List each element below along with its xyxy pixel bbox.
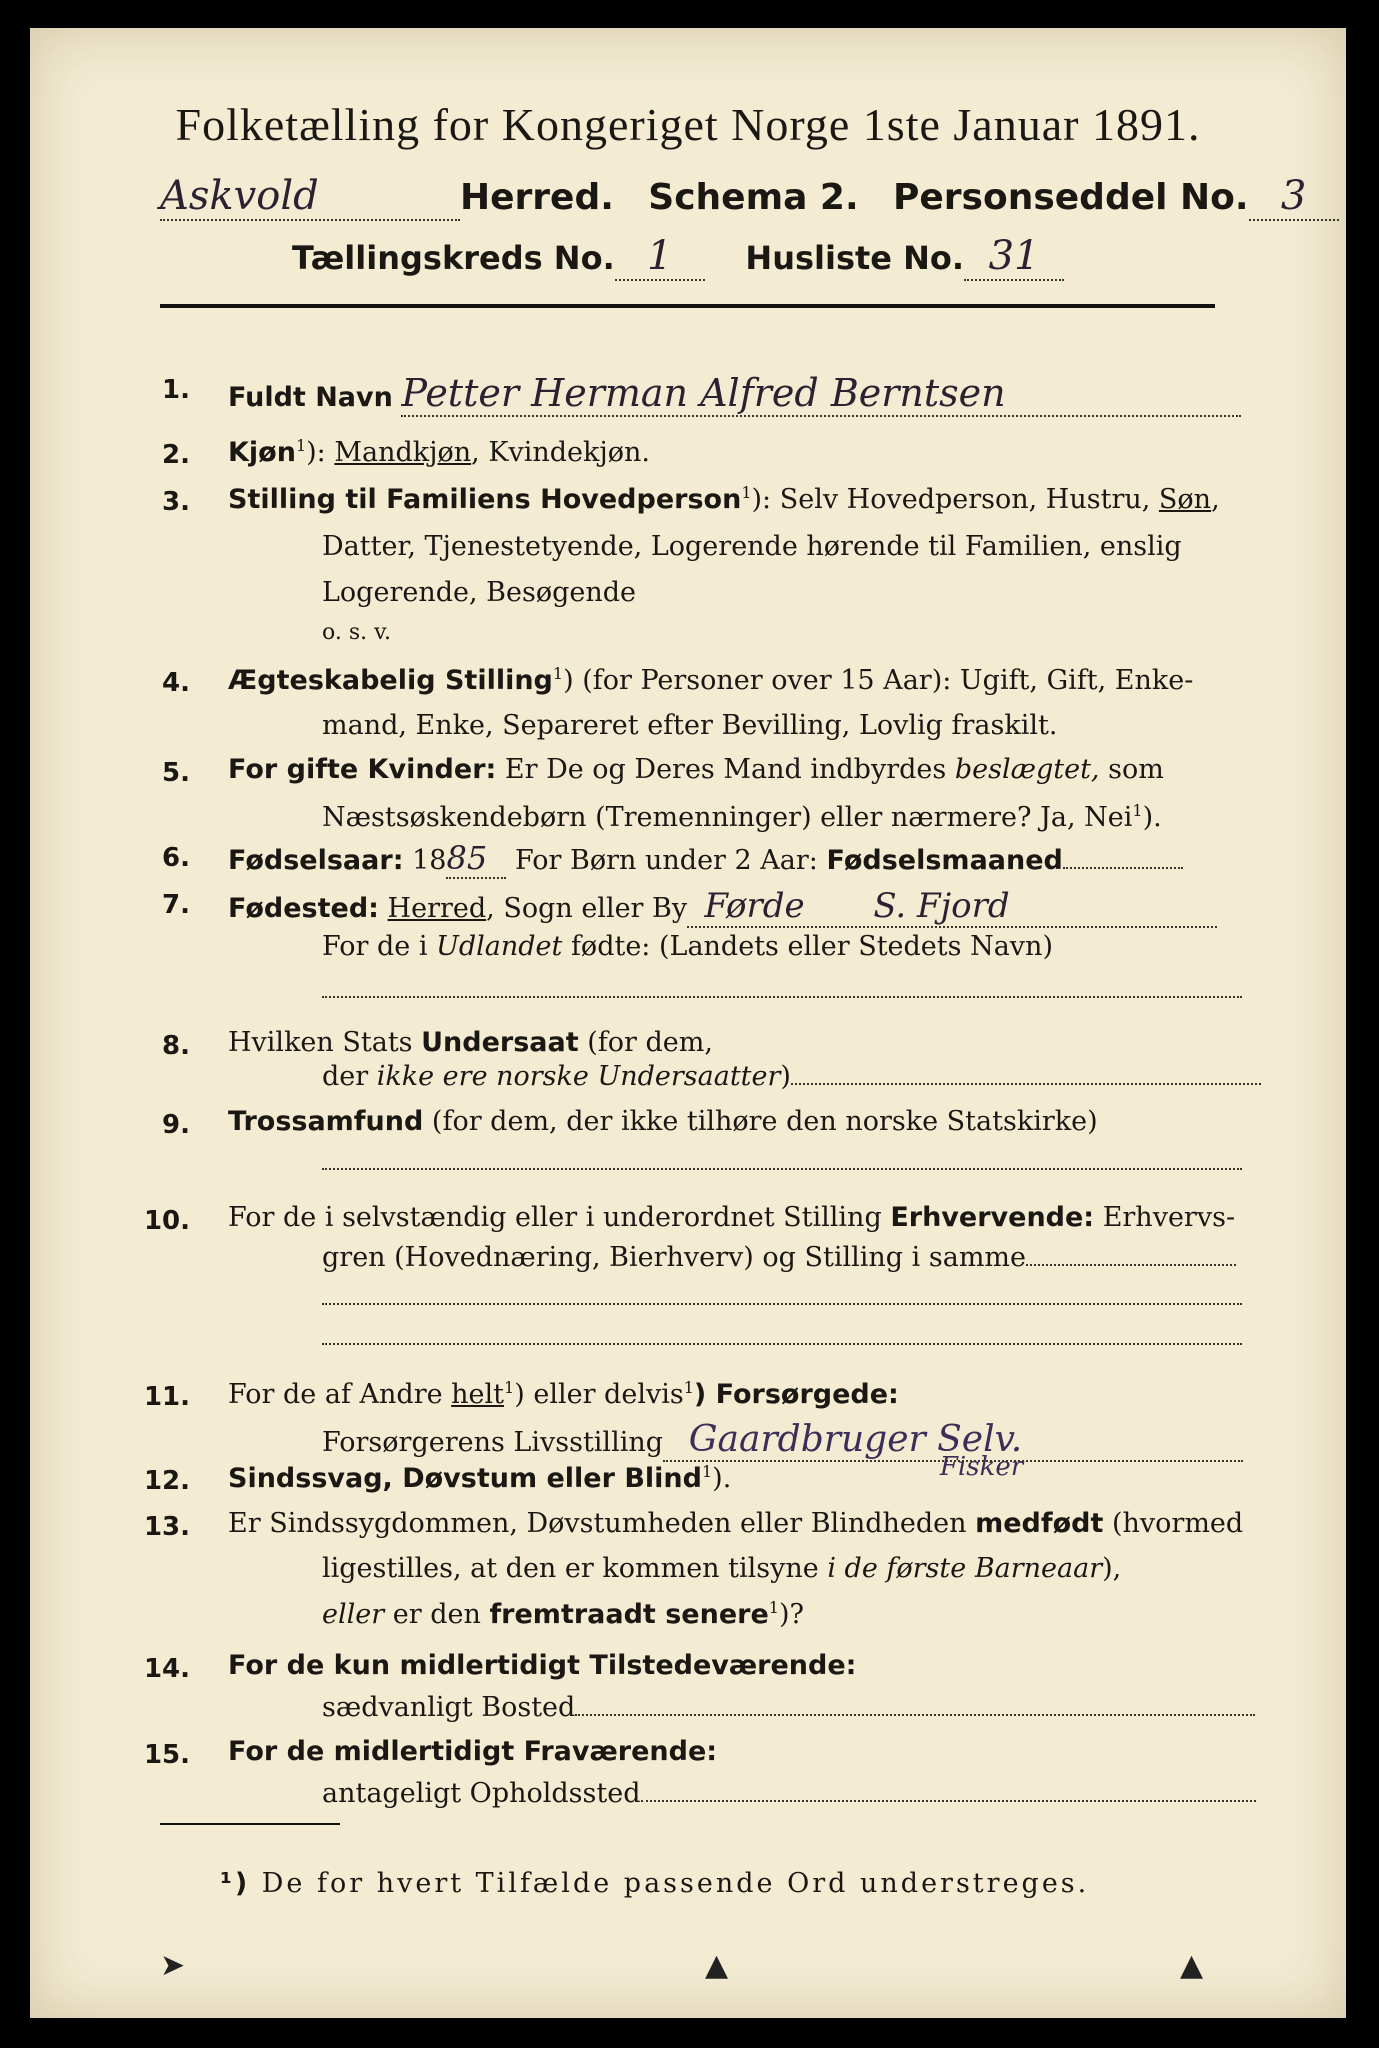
q12-rest: ). <box>712 1463 732 1494</box>
q11-num: 11. <box>143 1382 190 1412</box>
q11-helt: helt <box>451 1379 505 1410</box>
kreds-field <box>615 233 705 281</box>
q14-label: For de kun midlertidigt Tilstedeværende: <box>228 1650 857 1681</box>
q10-line2 <box>322 1242 1236 1273</box>
q4-num: 4. <box>162 668 190 698</box>
q2-sup: 1 <box>295 436 307 455</box>
q4-line1 <box>228 664 1193 696</box>
q11-sup2: 1 <box>683 1378 694 1397</box>
q6-prefix: 18 <box>403 845 447 876</box>
husliste-field <box>964 233 1064 281</box>
q10-line2-text: gren (Hovednæring, Bierhverv) og Stilling i samme <box>322 1242 1027 1273</box>
q8-label-b: (for dem, <box>578 1027 713 1058</box>
q14-field <box>575 1714 1255 1716</box>
q15-line2 <box>322 1778 1256 1809</box>
form-title: Folketælling for Kongeriget Norge 1ste Januar 1891. <box>175 99 1201 150</box>
q8-field <box>791 1083 1261 1085</box>
q13-line2-b: ), <box>1102 1553 1122 1584</box>
q10-num: 10. <box>143 1206 190 1236</box>
q6-month-field <box>1063 867 1183 869</box>
q2-option-kvindekjon: , Kvindekjøn. <box>471 437 650 468</box>
q5-end: som <box>1099 754 1164 785</box>
q3-line1 <box>228 483 1220 515</box>
husliste-value: 31 <box>988 233 1040 279</box>
census-form <box>30 28 1346 2018</box>
q12-sup: 1 <box>701 1462 713 1481</box>
q8-line2-b: ) <box>780 1061 791 1092</box>
q13-num: 13. <box>143 1512 190 1542</box>
q6-year-field <box>446 839 506 879</box>
kreds-value: 1 <box>646 233 673 279</box>
q13-line2-italic: i de første Barneaar <box>827 1553 1103 1584</box>
q1-line <box>228 371 1241 417</box>
corner-mark-left: ➤ <box>160 1948 186 1983</box>
q6-rest-bold: Fødselsmaaned <box>826 845 1063 876</box>
q8-line2-italic: ikke ere norske Undersaatter <box>376 1061 781 1092</box>
q1-field <box>401 371 1241 417</box>
q8-line2 <box>322 1061 1261 1092</box>
corner-mark-center: ▲ <box>705 1948 729 1983</box>
q8-line2-a: der <box>322 1061 377 1092</box>
q5-line2: Næstsøskendebørn (Tremenninger) eller nærmere? Ja, Nei$^1$). <box>322 801 1162 833</box>
q2-label: Kjøn <box>228 437 296 468</box>
q2-num: 2. <box>162 440 190 470</box>
q7-field <box>687 886 1217 928</box>
q12-line <box>228 1452 1024 1494</box>
q8-num: 8. <box>162 1031 190 1061</box>
q11-line1 <box>228 1378 899 1410</box>
q8-label-a: Hvilken Stats <box>228 1027 422 1058</box>
personseddel-field <box>1249 173 1339 221</box>
q7-line1 <box>228 886 1217 928</box>
q7-label: Fødested: <box>228 893 379 924</box>
q11-answer: Gaardbruger Selv. <box>688 1419 1023 1460</box>
q9-line <box>228 1106 1098 1137</box>
q11-end: ) Forsørgede: <box>693 1379 899 1410</box>
q14-line1 <box>228 1650 856 1681</box>
q5-rest: Er De og Deres Mand indbyrdes <box>496 754 955 785</box>
q13-line3 <box>322 1598 804 1630</box>
q12-label: Sindssvag, Døvstum eller Blind <box>228 1463 702 1494</box>
q13-line3-a: er den <box>384 1599 490 1630</box>
q11-sup1: 1 <box>504 1378 515 1397</box>
q6-year: 85 <box>446 839 488 877</box>
q3-option-son: Søn <box>1158 484 1212 515</box>
q2-option-mandkjon: Mandkjøn <box>334 437 472 468</box>
q12-num: 12. <box>143 1466 190 1496</box>
q7-answer1: Førde <box>704 886 805 926</box>
herred-label: Herred. <box>460 177 614 218</box>
q11-line2 <box>322 1419 1243 1462</box>
q11-label-a: For de af Andre <box>228 1379 452 1410</box>
q10-label-a: For de i selvstændig eller i underordnet Stilling <box>228 1202 891 1233</box>
kreds-line <box>292 233 1064 281</box>
schema-label: Schema 2. <box>648 177 859 218</box>
q13-line1 <box>228 1508 1243 1539</box>
q13-line2 <box>322 1553 1121 1584</box>
q3-rest: ): Selv Hovedperson, Hustru, <box>751 484 1159 515</box>
q15-line1 <box>228 1736 717 1767</box>
q5-num: 5. <box>162 758 190 788</box>
q11-line2-text: Forsørgerens Livsstilling <box>322 1427 664 1458</box>
q10-field <box>1026 1264 1236 1266</box>
herred-line <box>160 173 1339 221</box>
q3-num: 3. <box>162 487 190 517</box>
q10-rest: Erhvervs- <box>1094 1202 1236 1233</box>
q1-answer: Petter Herman Alfred Berntsen <box>401 371 1006 415</box>
q5-label: For gifte Kvinder: <box>228 754 497 785</box>
q7-dotline <box>322 996 1242 998</box>
q15-line2-text: antageligt Opholdssted <box>322 1778 641 1809</box>
q6-line <box>228 839 1183 879</box>
q13-line3-b: )? <box>778 1599 804 1630</box>
q7-line2 <box>322 931 1053 962</box>
q10-line1 <box>228 1202 1235 1233</box>
q7-line2-a: For de i <box>322 931 437 962</box>
q10-dotline2 <box>322 1343 1242 1345</box>
q3-line4: o. s. v. <box>322 620 391 645</box>
q10-dotline1 <box>322 1303 1242 1305</box>
q4-sup: 1 <box>552 664 564 683</box>
q6-label: Fødselsaar: <box>228 845 404 876</box>
husliste-label: Husliste No. <box>745 239 965 277</box>
q8-label-bold: Undersaat <box>421 1027 579 1058</box>
q7-line2-italic: Udlandet <box>436 931 563 962</box>
header-rule <box>160 304 1215 308</box>
q7-option-herred: Herred <box>387 893 487 924</box>
corner-mark-right: ▲ <box>1180 1948 1204 1983</box>
q6-num: 6. <box>162 843 190 873</box>
q1-label: Fuldt Navn <box>228 382 393 413</box>
q13-line1-b: (hvormed <box>1103 1508 1244 1539</box>
kreds-label: Tællingskreds No. <box>292 239 615 277</box>
q13-line3-italic: eller <box>322 1599 385 1630</box>
q14-line2 <box>322 1692 1255 1723</box>
q1-num: 1. <box>162 375 190 405</box>
q13-line3-bold: fremtraadt senere <box>489 1599 769 1630</box>
q7-rest: , Sogn eller By <box>486 893 688 924</box>
personseddel-label: Personseddel No. <box>892 177 1249 218</box>
q15-num: 15. <box>143 1740 190 1770</box>
q3-comma: , <box>1211 484 1220 515</box>
q9-dotline <box>322 1168 1242 1170</box>
q5-line2-text: Næstsøskendebørn (Tremenninger) eller nærmere? Ja, Nei <box>322 802 1133 833</box>
q5-line1 <box>228 754 1164 785</box>
footnote-rule <box>160 1823 340 1825</box>
q6-rest: For Børn under 2 Aar: <box>506 845 827 876</box>
q13-line1-a: Er Sindssygdommen, Døvstumheden eller Blindheden <box>228 1508 976 1539</box>
herred-field <box>160 173 460 221</box>
q3-sup: 1 <box>741 483 752 502</box>
herred-value: Askvold <box>160 173 319 219</box>
q2-rest: ): <box>306 437 335 468</box>
q7-line2-b: fødte: (Landets eller Stedets Navn) <box>562 931 1053 962</box>
q4-line2: mand, Enke, Separeret efter Bevilling, Lovlig fraskilt. <box>322 710 1058 741</box>
footnote-mark: ¹) <box>220 1868 251 1899</box>
q9-rest: (for dem, der ikke tilhøre den norske Statskirke) <box>423 1106 1098 1137</box>
q9-num: 9. <box>162 1110 190 1140</box>
q10-label-bold: Erhvervende: <box>890 1202 1095 1233</box>
q5-italic: beslægtet, <box>954 754 1100 785</box>
q4-rest: ) (for Personer over 15 Aar): Ugift, Gift, Enke- <box>563 665 1194 696</box>
q14-num: 14. <box>143 1654 190 1684</box>
q2-line <box>228 436 650 468</box>
q15-field <box>641 1800 1256 1802</box>
q14-line2-text: sædvanligt Bosted <box>322 1692 576 1723</box>
q9-label: Trossamfund <box>228 1106 424 1137</box>
q3-line3: Logerende, Besøgende <box>322 577 636 608</box>
q7-num: 7. <box>162 890 190 920</box>
q13-line2-a: ligestilles, at den er kommen tilsyne <box>322 1553 828 1584</box>
footnote-text: De for hvert Tilfælde passende Ord understreges. <box>250 1868 1090 1899</box>
q12-answer: Fisker <box>939 1452 1024 1482</box>
footnote <box>220 1868 1089 1899</box>
personseddel-value: 3 <box>1280 173 1307 219</box>
q4-label: Ægteskabelig Stilling <box>228 665 553 696</box>
q13-line1-bold: medfødt <box>975 1508 1104 1539</box>
q11-mid: ) eller delvis <box>514 1379 684 1410</box>
q15-label: For de midlertidigt Fraværende: <box>228 1736 718 1767</box>
q8-line1 <box>228 1027 713 1058</box>
q13-sup: 1 <box>768 1598 779 1617</box>
q3-line2: Datter, Tjenestetyende, Logerende hørende til Familien, enslig <box>322 531 1182 562</box>
q5-sup: 1 <box>1132 801 1143 820</box>
q3-label: Stilling til Familiens Hovedperson <box>228 484 742 515</box>
q7-answer2: S. Fjord <box>873 886 1010 926</box>
